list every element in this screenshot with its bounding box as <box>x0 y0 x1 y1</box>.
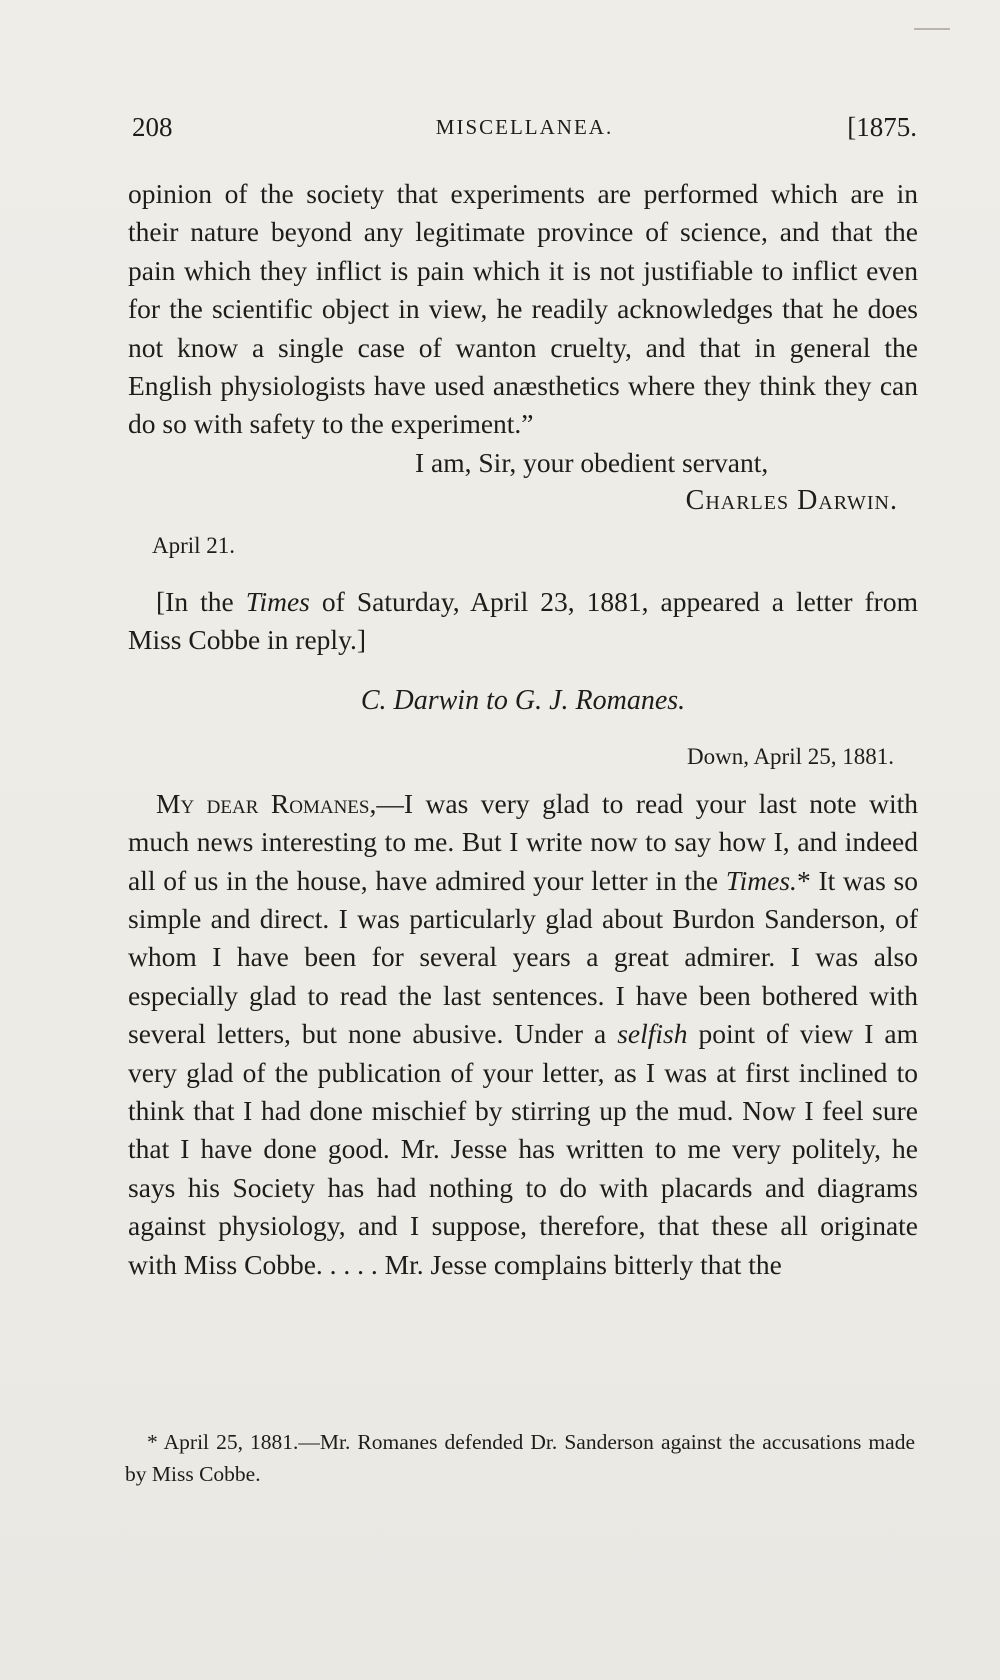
letter-text-2: * It was so simple and direct. I was particularly glad about Burdon Sanderson, of whom I have been for several years a great admirer. I was also especially glad to read the last sentences. I have been bothered with several letters, but none abusive. Under a <box>128 864 918 1050</box>
letter-place-date: Down, April 25, 1881. <box>687 744 894 770</box>
editorial-open: [In the <box>156 586 246 618</box>
running-header <box>132 112 917 152</box>
letter-times: Times. <box>725 864 797 896</box>
letter-date: April 21. <box>152 532 236 558</box>
running-title: MISCELLANEA. <box>435 115 614 139</box>
letter-text-1: —I was very glad to read your last note with much news interesting to me. But I write now to say how I, and indeed all of us in the house, have admired your letter in the <box>128 787 918 896</box>
footnote-text: * April 25, 1881.—Mr. Romanes defended Dr. Sanderson against the accusations made by Miss Cobbe. <box>125 1430 915 1486</box>
letter-heading: C. Darwin to G. J. Romanes. <box>360 684 686 716</box>
footnote <box>125 1426 915 1490</box>
signature: Charles Darwin. <box>685 485 898 517</box>
paragraph-continuation: opinion of the society that experiments are performed which are in their nature beyond any legitimate province of science, and that the pain which they inflict is pain which it is not justifiable to inflict even for the scientific object in view, he readily acknowledges that he does not know a single case of wanton cruelty, and that in general the English physiologists have used anæsthetics where they think they can do so with safety to the experiment.” <box>128 178 918 440</box>
letter-paragraph <box>128 785 918 1284</box>
page-number: 208 <box>132 112 173 142</box>
letter-closing: I am, Sir, your obedient servant, <box>415 446 769 478</box>
editorial-times: Times <box>245 586 310 618</box>
letter-selfish: selfish <box>617 1018 688 1050</box>
page-body <box>128 175 918 1284</box>
editorial-note <box>128 583 918 660</box>
editorial-rest: of Saturday, April 23, 1881, appeared a letter from Miss Cobbe in reply.] <box>128 586 918 656</box>
salutation: My dear Romanes, <box>156 787 377 819</box>
page-edge-mark <box>914 28 950 30</box>
letter-text-3: point of view I am very glad of the publication of your letter, as I was at first inclined to think that I had done mischief by stirring up the mud. Now I feel sure that I have done good. Mr. Jesse has written to me very politely, he says his Society has had nothing to do with placards and diagrams against physiology, and I suppose, therefore, that these all originate with Miss Cobbe. . . . . Mr. Jesse complains bitterly that the <box>128 1018 918 1280</box>
header-year: [1875. <box>847 112 917 142</box>
